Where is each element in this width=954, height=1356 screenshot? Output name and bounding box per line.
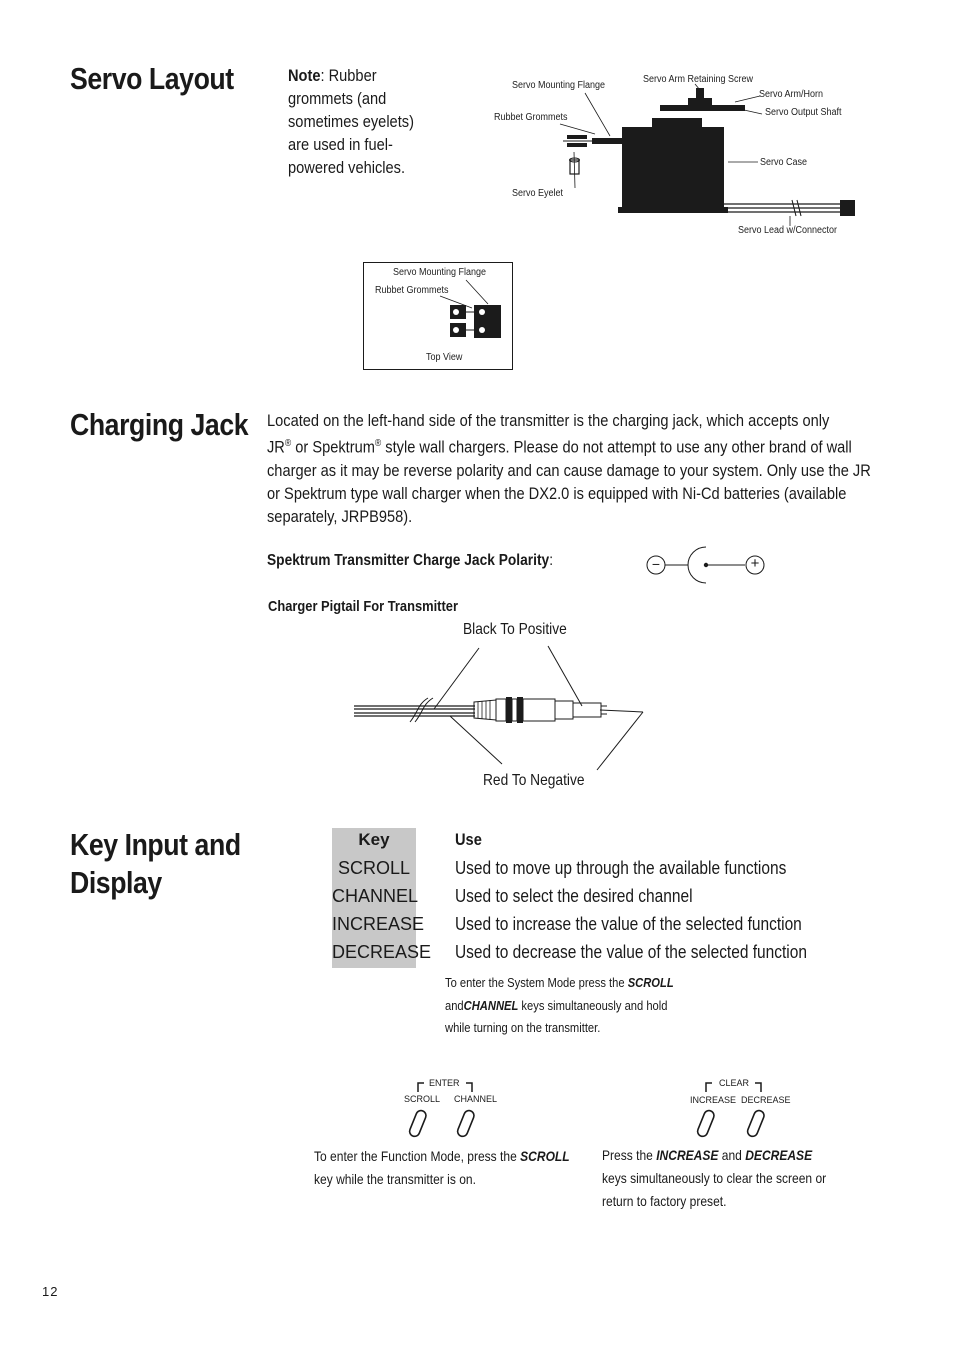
system-mode-scroll: SCROLL — [627, 975, 674, 990]
servo-layout-heading: Servo Layout — [70, 61, 234, 96]
enter-scroll-label: SCROLL — [404, 1094, 441, 1104]
clear-text — [602, 1144, 826, 1213]
label-mounting-flange: Servo Mounting Flange — [512, 80, 606, 91]
clear-text-and: and — [718, 1147, 746, 1163]
note-text: : Rubber grommets (and sometimes eyelets) are used in fuel-powered vehicles. — [288, 66, 414, 177]
key-header: Key — [358, 830, 390, 849]
use-header: Use — [455, 830, 482, 849]
red-to-negative-label: Red To Negative — [483, 772, 585, 789]
system-mode-pre: To enter the System Mode press the — [445, 975, 628, 990]
jr-text: JR — [267, 437, 285, 457]
label-arm-horn: Servo Arm/Horn — [759, 89, 824, 100]
label-rubber-grommets: Rubbet Grommets — [494, 112, 568, 123]
function-mode-line-1 — [314, 1145, 570, 1168]
key-increase: INCREASE — [332, 914, 425, 934]
paragraph-line-2-rest: style wall chargers. Please do not attempt to use any other brand of wall — [381, 437, 852, 457]
label-servo-eyelet: Servo Eyelet — [512, 188, 564, 199]
use-decrease: Used to decrease the value of the selected function — [455, 942, 807, 962]
clear-text-pre: Press the — [602, 1147, 657, 1163]
function-mode-scroll: SCROLL — [520, 1148, 570, 1164]
registered-mark: ® — [284, 438, 292, 449]
page-number: 12 — [42, 1284, 59, 1299]
polarity-colon: : — [549, 552, 554, 569]
clear-text-increase: INCREASE — [656, 1147, 719, 1163]
registered-mark: ® — [374, 438, 382, 449]
system-mode-and: and — [445, 997, 464, 1013]
key-scroll: SCROLL — [337, 858, 411, 878]
enter-channel-label: CHANNEL — [454, 1094, 498, 1104]
clear-text-decrease: DECREASE — [745, 1147, 813, 1163]
key-decrease: DECREASE — [332, 942, 432, 962]
paragraph-line-3: charger as it may be reverse polarity and can cause damage to your system. Only use the JR — [267, 460, 871, 480]
use-increase: Used to increase the value of the selected function — [455, 914, 802, 934]
function-mode-line-2: key while the transmitter is on. — [314, 1171, 476, 1187]
use-channel: Used to select the desired channel — [455, 886, 693, 906]
enter-bracket-label: ENTER — [429, 1078, 460, 1088]
topview-label-mounting-flange: Servo Mounting Flange — [393, 267, 487, 278]
key-input-heading-line-1: Key Input and — [70, 827, 241, 862]
label-output-shaft: Servo Output Shaft — [765, 107, 842, 118]
note-label: Note — [288, 66, 321, 85]
clear-text-line-1 — [602, 1144, 826, 1167]
label-lead-connector: Servo Lead w/Connector — [738, 225, 838, 236]
pigtail-title: Charger Pigtail For Transmitter — [268, 598, 458, 615]
paragraph-line-1: Located on the left-hand side of the transmitter is the charging jack, which accepts only — [267, 411, 830, 430]
system-mode-post: keys simultaneously and hold — [518, 997, 668, 1013]
clear-bracket-label: CLEAR — [719, 1078, 750, 1088]
use-scroll: Used to move up through the available functions — [455, 858, 787, 878]
function-mode-text — [314, 1145, 570, 1191]
paragraph-line-4: or Spektrum type wall charger when the DX2.0 is equipped with Ni-Cd batteries (available — [267, 483, 847, 503]
clear-text-line-3: return to factory preset. — [602, 1193, 727, 1209]
label-arm-retaining-screw: Servo Arm Retaining Screw — [643, 74, 754, 85]
topview-caption: Top View — [426, 352, 463, 363]
plus-sign: + — [750, 555, 760, 572]
system-mode-channel: CHANNEL — [463, 997, 519, 1013]
key-channel: CHANNEL — [332, 886, 419, 906]
spektrum-text: or Spektrum — [291, 437, 375, 457]
clear-decrease-label: DECREASE — [741, 1095, 791, 1105]
system-mode-line-3: while turning on the transmitter. — [445, 1020, 601, 1035]
paragraph-line-5: separately, JRPB958). — [267, 506, 413, 526]
black-to-positive-label: Black To Positive — [463, 621, 567, 638]
key-input-heading-line-2: Display — [70, 865, 162, 900]
clear-text-line-2: keys simultaneously to clear the screen or — [602, 1170, 827, 1186]
charging-jack-heading: Charging Jack — [70, 407, 249, 442]
minus-sign: − — [651, 556, 661, 572]
label-servo-case: Servo Case — [760, 157, 808, 168]
function-mode-pre: To enter the Function Mode, press the — [314, 1148, 521, 1164]
topview-label-rubber-grommets: Rubbet Grommets — [375, 285, 449, 296]
clear-increase-label: INCREASE — [690, 1095, 737, 1105]
polarity-label-text: Spektrum Transmitter Charge Jack Polarity — [267, 552, 550, 569]
